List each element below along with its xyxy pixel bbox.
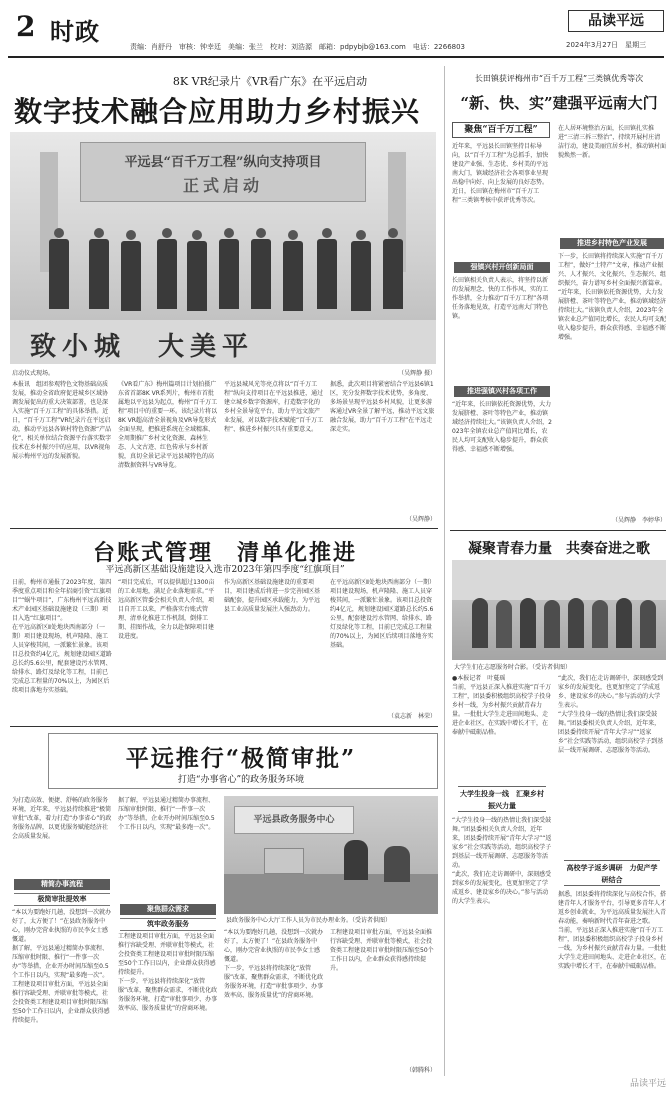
photo-stage-banner xyxy=(80,142,366,202)
story4-section-label: 强镇兴村开创新局面 xyxy=(454,262,550,273)
story5-paragraph: “此次，我们在走访调研中，深刻感受到家乡的发展变化，也更加坚定了学成返乡、建设家乡的决心。”参与活动的大学生表示。 xyxy=(452,871,552,905)
story4-section-label: 推进乡村特色产业发展 xyxy=(560,238,664,249)
story2-paragraph: 作为高新区基础设施建设的重要项目，项目建成后将进一步完善园区基础配套，提升园区承载能力，为平远县工业高质量发展注入强劲动力。 xyxy=(224,579,321,613)
newspaper-logo: 品读平远 xyxy=(568,10,664,32)
photo-person xyxy=(156,228,178,310)
story5-paragraph: “大学生投身一线的热情让我们深受鼓舞。”团县委相关负责人介绍，近年来，团县委持续开展“青年大学习”“返家乡”社会实践等活动，组织高校学子到基层一线开展调研、志愿服务等活动。 xyxy=(452,817,552,869)
story5-body-col1b xyxy=(452,816,552,1074)
photo-person xyxy=(250,228,272,310)
lead-photo-caption: 启动仪式现场。 xyxy=(12,370,55,377)
story2-byline: （袁志新 林荣） xyxy=(387,713,436,720)
lead-body-col3 xyxy=(224,380,324,524)
watermark: 品读平远 xyxy=(629,1079,666,1089)
story4-kicker: 长田镇获评梅州市“百千万工程”三类镇优秀等次 xyxy=(474,74,644,83)
story3-body-col4 xyxy=(330,928,436,1064)
column-divider xyxy=(444,66,445,1076)
story5-reporter: ●本报记者 叶蔓瑶 xyxy=(452,675,506,682)
story2-deck: 平远高新区基础设施建设入选市2023年第四季度“红旗项目” xyxy=(105,565,345,575)
lead-paragraph: 本报讯 组团参观特色文物基础高质发展，推动全省政府促进城乡区域协调发展促出的重大决策部署，也是深入实施“百千万工程”的具体举措。近日，“百千万工程”VR纪录片在平远启动，推动平远县各镇村特色资源“产品化”，相关单位结合资源平台落实数字技术在乡村振兴中的应用，以VR视角展示梅州平远的发展新貌。 xyxy=(12,381,112,460)
story4-paragraph: 下一步，长田镇将持续深入实施“百千万工程”，做好“土特产”文章，推动产业振兴、人才振兴、文化振兴、生态振兴、组织振兴，奋力谱写乡村全面振兴新篇章。 xyxy=(558,253,666,287)
lead-headline: 数字技术融合应用助力乡村振兴 xyxy=(14,95,421,128)
photo-person xyxy=(496,600,512,648)
page-number: 2 xyxy=(16,10,36,43)
story3-paragraph: 为打造高效、便捷、舒畅的政务服务环境，近年来，平远县持续推进“极简审批”改革，着力打造“办事省心”的政务服务品牌，以更优服务赋能经济社会高质量发展。 xyxy=(12,797,112,840)
story3-paragraph: 据了解，平远县通过精简办事流程、压缩审批时限、推行“一件事一次办”等举措，企业开办时间压缩至0.5个工作日以内，实现“最多跑一次”。 xyxy=(12,945,109,979)
lead-body-col1 xyxy=(12,380,112,524)
story5-paragraph: 当前，平远县正深入推进实施“百千万工程”，团县委积极组织高校学子投身乡村一线，为乡村振兴贡献青春力量。一批批大学生走进田间地头、走进企业社区，在实践中增长才干，在奉献中砥砺品格。 xyxy=(558,927,666,970)
lead-photo xyxy=(10,132,436,364)
photo-person xyxy=(472,598,488,648)
photo-person xyxy=(568,598,584,648)
story3-body-col2 xyxy=(118,796,218,900)
story3-paragraph: “本以为要跑好几趟，没想到一次就办好了，太方便了！”在县政务服务中心，刚办完营业执照的市民李女士感慨道。 xyxy=(12,909,112,943)
story3-subhead: 极简审批提效率 xyxy=(14,893,110,906)
lead-photo-credit: （吴辉静 摄） xyxy=(398,370,436,377)
story3-byline: （韩腾科） xyxy=(405,1067,436,1074)
photo-person xyxy=(544,600,560,648)
photo-monitor xyxy=(264,848,304,874)
story3-paragraph: 工程建设项目审批方面，平远县全面推行容缺受理、并联审批等模式，社会投资类工程建设项目审批时限压缩至50个工作日以内，企业群众获得感持续提升。 xyxy=(12,981,110,1024)
story5-headline: 凝聚青春力量 共奏奋进之歌 xyxy=(468,541,650,557)
story2-body-col1 xyxy=(12,578,112,718)
story2-body-col3 xyxy=(224,578,324,718)
lead-kicker: 8K VR纪录片《VR看广东》在平远启动 xyxy=(172,75,368,88)
photo-person xyxy=(592,600,608,648)
story3-photo xyxy=(224,796,438,914)
story5-body-col2a xyxy=(558,674,666,854)
issue-date: 2024年3月27日 星期三 xyxy=(566,41,647,49)
story3-paragraph: 下一步，平远县将持续深化“放管服”改革，聚焦群众需求，不断优化政务服务环境，打造“审批事项少、办事效率高、服务质量优”的营商环境。 xyxy=(118,978,218,1012)
story2-body-col2 xyxy=(118,578,218,718)
lead-paragraph: 《VR看广东》梅州篇项目计划拍摄广东省首部8K VR系列片，梅州市首批属地以平远县为起点，梅州“百千万工程”项目中的重要一环。该纪录片将以8K VR超高清全景视角及VR导览形式全面呈现，把推进系统在全域精准、全周期推广乡村文化资源、森林生态、人文古迹、红色传承与乡村新貌，真切全景记录平远县城特色的高清数据资料与VR导览。 xyxy=(118,381,218,469)
photo-banner-line1: 平远县“百千万工程”纵向支持项目 xyxy=(124,155,322,170)
story3-subhead: 精简办事流程 xyxy=(14,879,110,890)
story5-paragraph: 当前，平远县正深入推进实施“百千万工程”，团县委积极组织高校学子投身乡村一线，为乡村振兴贡献青春力量。一批批大学生走进田间地头、走进企业社区，在实践中增长才干，在奉献中砥砺品格。 xyxy=(452,684,552,736)
photo-person xyxy=(88,228,110,310)
photo-person xyxy=(640,600,656,648)
story4-paragraph: “近年来，长田镇依托资源优势，大力发展脐橙、茶叶等特色产业，推动镇域经济持续壮大。”该镇负责人介绍，2023年全镇农业总产值同比增长，农民人均可支配收入稳步提升，群众获得感、幸福感不断增强。 xyxy=(558,289,666,341)
story3-deck: 打造“办事省心”的政务服务环境 xyxy=(177,775,305,785)
story4-body-col1a xyxy=(452,142,552,260)
photo-person xyxy=(282,230,304,312)
separator xyxy=(450,530,666,531)
photo-person xyxy=(350,230,372,312)
story4-paragraph: 长田镇相关负责人表示，将坚持以新的发展理念、快的工作作风、实的工作举措，全力推动“百千万工程”各项任务落地见效，打造平远南大门特色镇。 xyxy=(452,277,549,320)
story3-subhead: 聚焦群众需求 xyxy=(120,904,216,915)
story4-paragraph: 近年来，平远县长田镇坚持目标导向，以“百千万工程”为总抓手，加快建设产业强、生态优、乡村美的平远南大门，镇域经济社会各项事业呈现出稳中向好、向上发展的良好态势。近日，长田镇在梅州市“百千万工程”三类镇考核中获评优秀等次。 xyxy=(452,143,549,204)
story5-photo-caption: 大学生们在志愿服务时合影。（受访者供图） xyxy=(454,664,572,671)
masthead xyxy=(8,6,664,58)
story4-section-label: 推进强镇兴村各项工作 xyxy=(454,386,550,397)
story4-headline: “新、快、实”建强平远南大门 xyxy=(460,94,658,112)
story5-body-col1a xyxy=(452,674,552,782)
story5-paragraph: “此次，我们在走访调研中，深刻感受到家乡的发展变化，也更加坚定了学成返乡、建设家乡的决心。”参与活动的大学生表示。 xyxy=(558,675,664,709)
story5-photo xyxy=(452,560,666,660)
story2-body-col4 xyxy=(330,578,436,708)
story2-paragraph: “项目完成后，可以提供超过1300亩的工业用地，满足企业落地需求。”平远高新区管委会相关负责人介绍，项目自开工以来，严格落实台账式管理、清单化推进工作机制，倒排工期、挂图作战，全力以赴保障项目建设进度。 xyxy=(118,579,215,640)
story4-body-col2b xyxy=(558,252,666,514)
story3-paragraph: “本以为要跑好几趟，没想到一次就办好了，太方便了！”在县政务服务中心，刚办完营业执照的市民李女士感慨道。 xyxy=(224,929,324,963)
photo-sign-text: 致小城 大美平 xyxy=(30,332,255,362)
story3-headline: 平远推行“极简审批” xyxy=(125,745,357,772)
story4-body-col1c xyxy=(452,400,552,526)
photo-person xyxy=(344,840,368,880)
story3-photo-caption: 县政务服务中心大厅工作人员为市民办理业务。（受访者供图） xyxy=(226,917,392,924)
story3-paragraph: 工程建设项目审批方面，平远县全面推行容缺受理、并联审批等模式，社会投资类工程建设项目审批时限压缩至50个工作日以内，企业群众获得感持续提升。 xyxy=(330,929,434,972)
story4-paragraph: “近年来，长田镇依托资源优势，大力发展脐橙、茶叶等特色产业，推动镇域经济持续壮大。”该镇负责人介绍，2023年全镇农业总产值同比增长，农民人均可支配收入稳步提升，群众获得感、幸福感不断增强。 xyxy=(452,401,552,453)
separator xyxy=(10,528,438,529)
story5-paragraph: 据悉，团县委将持续深化与高校合作，搭建青年人才服务平台，引导更多青年人才返乡创业就业，为平远高质量发展注入青春动能，奏响新时代青年奋进之歌。 xyxy=(558,891,666,925)
story3-body-col1b xyxy=(12,908,112,1074)
lead-paragraph: 平远县城风光等亮点将以“百千万工程”纵向支持项目在平远县推进，通过建立城乡数字资源库，打造数字化的乡村全景导览平台，助力平远文旅产业发展，对以数字技术赋能“百千万工程”、推进乡村振兴具有重要意义。 xyxy=(224,381,324,433)
story2-paragraph: 在平远高新区Ⅱ处地块西南部分（一期）项目建设现场，机声隆隆、施工人员穿梭其间，一派繁忙景象。该项目总投资约4亿元，规划建设园区道路总长约5.6公里，配套建设污水管网、给排水、路灯及绿化等工程，目前已完成总工程量的70%以上，为园区后续项目落地夯实基础。 xyxy=(12,624,112,694)
photo-person xyxy=(520,598,536,648)
story2-headline: 台账式管理 清单化推进 xyxy=(92,540,357,566)
photo-person xyxy=(120,230,142,312)
lead-body-col4 xyxy=(330,380,436,516)
photo-sky xyxy=(452,560,666,600)
story3-subhead: 筑牢政务服务 xyxy=(120,918,216,931)
story3-paragraph: 下一步，平远县将持续深化“放管服”改革，聚焦群众需求，不断优化政务服务环境，打造“审批事项少、办事效率高、服务质量优”的营商环境。 xyxy=(224,965,324,999)
story5-paragraph: “大学生投身一线的热情让我们深受鼓舞。”团县委相关负责人介绍，近年来，团县委持续开展“青年大学习”“返家乡”社会实践等活动，组织高校学子到基层一线开展调研、志愿服务等活动。 xyxy=(558,711,664,754)
photo-person xyxy=(186,230,208,312)
separator xyxy=(10,726,438,727)
story4-body-col2a xyxy=(558,124,666,236)
photo-banner-line2: 正式启动 xyxy=(182,176,263,195)
story4-body-col1b xyxy=(452,276,552,384)
photo-person xyxy=(384,846,410,882)
story3-body-col1 xyxy=(12,796,112,876)
story3-body-col2b xyxy=(118,932,218,1074)
story4-paragraph: 在人居环境整治方面，长田镇扎实推进“三清三拆三整治”，持续开展村庄清洁行动，建设美丽宜居乡村，推动镇村面貌焕然一新。 xyxy=(558,125,666,159)
story2-paragraph: 日前，梅州市通报了2023年度、第四季度重点项目和全年招商引资“红旗项目”“蜗牛项目”，广东梅州平远高新技术产业园区基础设施建设（三期）项目入选“红旗项目”。 xyxy=(12,579,112,622)
story5-subhead: 高校学子返乡调研 力促产学研结合 xyxy=(564,860,660,886)
lead-body-col2 xyxy=(118,380,218,524)
story4-byline: （吴辉静 李婷华） xyxy=(611,517,666,524)
section-title: 时政 xyxy=(50,17,100,46)
story4-focus-label: 聚焦“百千万工程” xyxy=(452,122,550,138)
photo-person xyxy=(382,228,404,310)
lead-paragraph: 据悉，此次项目将紧密结合平远县6镇1区，充分发挥数字技术优势，多角度、多场景呈现平远县乡村风貌，让更多游客通过VR全景了解平远，推动平远文旅融合发展，助力“百千万工程”在平远走深走实。 xyxy=(330,381,435,433)
story3-paragraph: 据了解，平远县通过精简办事流程、压缩审批时限、推行“一件事一次办”等举措，企业开办时间压缩至0.5个工作日以内，实现“最多跑一次”。 xyxy=(118,797,215,831)
story2-paragraph: 在平远高新区Ⅱ处地块西南部分（一期）项目建设现场，机声隆隆、施工人员穿梭其间，一派繁忙景象。该项目总投资约4亿元，规划建设园区道路总长约5.6公里，配套建设污水管网、给排水、路灯及绿化等工程，目前已完成总工程量的70%以上，为园区后续项目落地夯实基础。 xyxy=(330,579,435,649)
story5-body-col2b xyxy=(558,890,666,1074)
photo-person xyxy=(616,598,632,648)
photo-person xyxy=(218,228,240,310)
story5-subhead: 大学生投身一线 汇聚乡村振兴力量 xyxy=(458,786,546,812)
photo-person xyxy=(48,228,70,310)
story3-body-col3 xyxy=(224,928,324,1074)
photo-person xyxy=(316,228,338,310)
lead-byline: （吴辉静） xyxy=(405,516,436,523)
story3-paragraph: 工程建设项目审批方面，平远县全面推行容缺受理、并联审批等模式，社会投资类工程建设项目审批时限压缩至50个工作日以内，企业群众获得感持续提升。 xyxy=(118,933,216,976)
photo-office-sign: 平远县政务服务中心 xyxy=(234,806,354,834)
editor-credits: 责编：肖舒丹 审核：钟幸廷 美编：张兰 校对：刘浩源 邮箱：pdpybjb@163.com 电话：2266803 xyxy=(130,43,466,51)
